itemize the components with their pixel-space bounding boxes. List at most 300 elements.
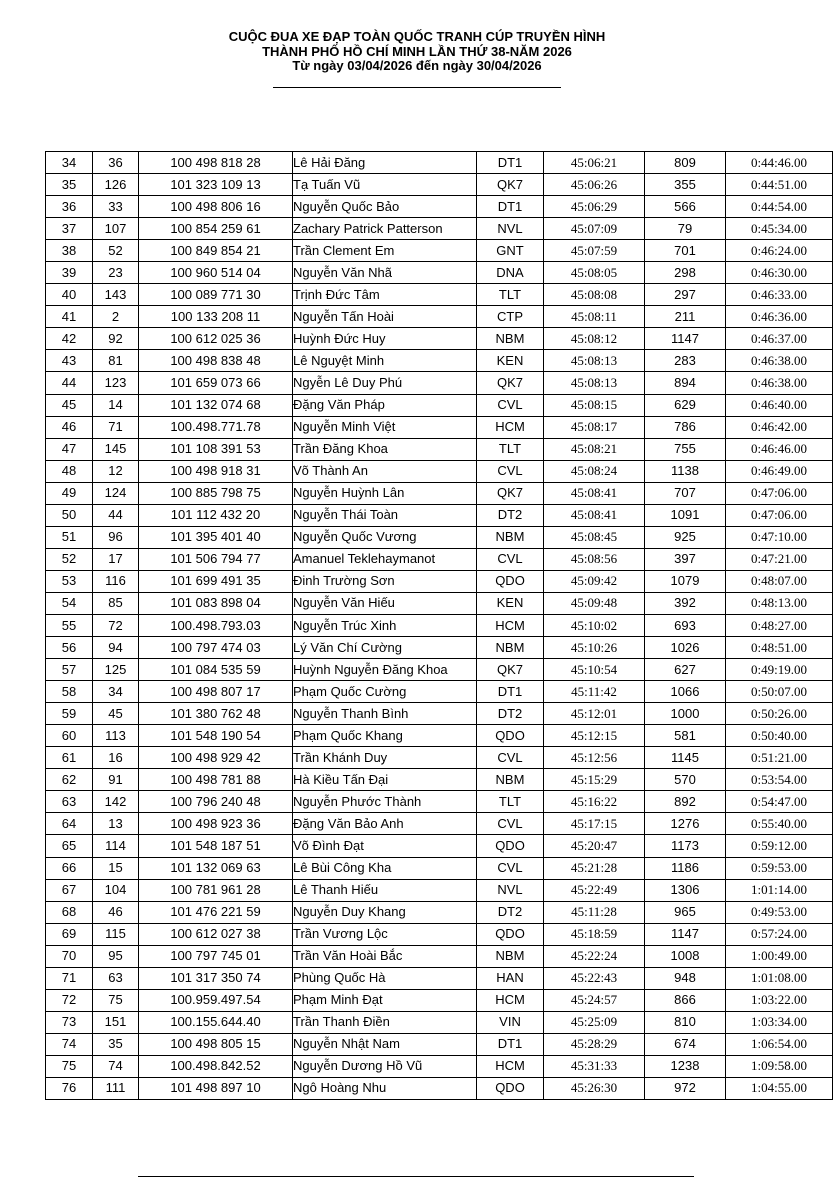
time-cell: 45:08:15 (544, 394, 645, 416)
uci-id-cell: 100.498.842.52 (139, 1055, 293, 1077)
rider-name-cell: Trần Thanh Điền (293, 1011, 477, 1033)
points-cell: 866 (645, 989, 726, 1011)
rider-name-cell: Võ Thành An (293, 460, 477, 482)
uci-id-cell: 100 612 025 36 (139, 328, 293, 350)
rider-name-cell: Huỳnh Nguyễn Đăng Khoa (293, 659, 477, 681)
table-row (46, 1011, 833, 1033)
time-gap-cell: 0:45:34.00 (726, 218, 833, 240)
table-row (46, 725, 833, 747)
rider-name-cell: Ngô Hoàng Nhu (293, 1077, 477, 1099)
table-row (46, 350, 833, 372)
bib-cell: 107 (93, 218, 139, 240)
bib-cell: 12 (93, 460, 139, 482)
table-row (46, 570, 833, 592)
bib-cell: 92 (93, 328, 139, 350)
bib-cell: 13 (93, 813, 139, 835)
time-cell: 45:24:57 (544, 989, 645, 1011)
points-cell: 674 (645, 1033, 726, 1055)
time-gap-cell: 0:53:54.00 (726, 769, 833, 791)
bib-cell: 94 (93, 637, 139, 659)
time-gap-cell: 1:01:14.00 (726, 879, 833, 901)
time-cell: 45:25:09 (544, 1011, 645, 1033)
points-cell: 297 (645, 284, 726, 306)
rider-name-cell: Nguyễn Minh Việt (293, 416, 477, 438)
points-cell: 965 (645, 901, 726, 923)
time-cell: 45:08:41 (544, 504, 645, 526)
rider-name-cell: Tạ Tuấn Vũ (293, 174, 477, 196)
team-code-cell: TLT (477, 438, 544, 460)
table-row (46, 967, 833, 989)
team-code-cell: HCM (477, 614, 544, 636)
time-gap-cell: 0:51:21.00 (726, 747, 833, 769)
rider-name-cell: Trần Khánh Duy (293, 747, 477, 769)
team-code-cell: CVL (477, 747, 544, 769)
uci-id-cell: 101 083 898 04 (139, 592, 293, 614)
team-code-cell: KEN (477, 350, 544, 372)
time-gap-cell: 0:46:38.00 (726, 350, 833, 372)
team-code-cell: CTP (477, 306, 544, 328)
rider-name-cell: Phạm Quốc Cường (293, 681, 477, 703)
points-cell: 1173 (645, 835, 726, 857)
rank-cell: 34 (46, 152, 93, 174)
time-gap-cell: 0:46:24.00 (726, 240, 833, 262)
bib-cell: 75 (93, 989, 139, 1011)
time-gap-cell: 0:46:36.00 (726, 306, 833, 328)
table-row (46, 813, 833, 835)
table-row (46, 394, 833, 416)
bib-cell: 35 (93, 1033, 139, 1055)
bib-cell: 23 (93, 262, 139, 284)
points-cell: 1008 (645, 945, 726, 967)
uci-id-cell: 101 699 491 35 (139, 570, 293, 592)
time-cell: 45:07:09 (544, 218, 645, 240)
rider-name-cell: Hà Kiều Tấn Đại (293, 769, 477, 791)
time-cell: 45:12:01 (544, 703, 645, 725)
table-row (46, 504, 833, 526)
table-row (46, 659, 833, 681)
team-code-cell: DT2 (477, 703, 544, 725)
time-gap-cell: 1:03:34.00 (726, 1011, 833, 1033)
bib-cell: 72 (93, 614, 139, 636)
rank-cell: 52 (46, 548, 93, 570)
time-cell: 45:12:56 (544, 747, 645, 769)
rider-name-cell: Trần Vương Lộc (293, 923, 477, 945)
rank-cell: 44 (46, 372, 93, 394)
rider-name-cell: Amanuel Teklehaymanot (293, 548, 477, 570)
uci-id-cell: 101 084 535 59 (139, 659, 293, 681)
time-gap-cell: 0:47:06.00 (726, 504, 833, 526)
time-gap-cell: 0:46:46.00 (726, 438, 833, 460)
team-code-cell: HCM (477, 989, 544, 1011)
table-row (46, 218, 833, 240)
uci-id-cell: 101 323 109 13 (139, 174, 293, 196)
rider-name-cell: Lê Thanh Hiếu (293, 879, 477, 901)
rider-name-cell: Zachary Patrick Patterson (293, 218, 477, 240)
rider-name-cell: Phạm Quốc Khang (293, 725, 477, 747)
rank-cell: 64 (46, 813, 93, 835)
uci-id-cell: 101 132 074 68 (139, 394, 293, 416)
table-row (46, 703, 833, 725)
team-code-cell: CVL (477, 548, 544, 570)
points-cell: 1238 (645, 1055, 726, 1077)
time-gap-cell: 0:46:40.00 (726, 394, 833, 416)
points-cell: 570 (645, 769, 726, 791)
rider-name-cell: Đinh Trường Sơn (293, 570, 477, 592)
bib-cell: 113 (93, 725, 139, 747)
team-code-cell: TLT (477, 791, 544, 813)
uci-id-cell: 100.959.497.54 (139, 989, 293, 1011)
table-row (46, 460, 833, 482)
points-cell: 1026 (645, 637, 726, 659)
rider-name-cell: Võ Đình Đạt (293, 835, 477, 857)
table-row (46, 284, 833, 306)
team-code-cell: NBM (477, 769, 544, 791)
table-row (46, 372, 833, 394)
table-row (46, 306, 833, 328)
rider-name-cell: Lê Hải Đăng (293, 152, 477, 174)
uci-id-cell: 101 380 762 48 (139, 703, 293, 725)
table-row (46, 879, 833, 901)
team-code-cell: HCM (477, 1055, 544, 1077)
bib-cell: 33 (93, 196, 139, 218)
time-cell: 45:08:21 (544, 438, 645, 460)
table-row (46, 769, 833, 791)
time-cell: 45:08:41 (544, 482, 645, 504)
team-code-cell: DT1 (477, 681, 544, 703)
time-gap-cell: 0:54:47.00 (726, 791, 833, 813)
points-cell: 283 (645, 350, 726, 372)
table-row (46, 1077, 833, 1099)
rider-name-cell: Đặng Văn Pháp (293, 394, 477, 416)
time-cell: 45:10:54 (544, 659, 645, 681)
rank-cell: 36 (46, 196, 93, 218)
time-gap-cell: 0:46:42.00 (726, 416, 833, 438)
bib-cell: 15 (93, 857, 139, 879)
rank-cell: 63 (46, 791, 93, 813)
team-code-cell: HAN (477, 967, 544, 989)
time-cell: 45:09:48 (544, 592, 645, 614)
rider-name-cell: Nguyễn Văn Nhã (293, 262, 477, 284)
points-cell: 892 (645, 791, 726, 813)
time-gap-cell: 0:44:46.00 (726, 152, 833, 174)
results-table (45, 151, 833, 1100)
rank-cell: 55 (46, 614, 93, 636)
rider-name-cell: Trịnh Đức Tâm (293, 284, 477, 306)
uci-id-cell: 100 612 027 38 (139, 923, 293, 945)
uci-id-cell: 100 498 805 15 (139, 1033, 293, 1055)
time-cell: 45:08:12 (544, 328, 645, 350)
rank-cell: 59 (46, 703, 93, 725)
time-cell: 45:08:11 (544, 306, 645, 328)
rank-cell: 38 (46, 240, 93, 262)
bib-cell: 124 (93, 482, 139, 504)
uci-id-cell: 101 317 350 74 (139, 967, 293, 989)
time-cell: 45:21:28 (544, 857, 645, 879)
uci-id-cell: 100 885 798 75 (139, 482, 293, 504)
uci-id-cell: 101 395 401 40 (139, 526, 293, 548)
time-cell: 45:16:22 (544, 791, 645, 813)
table-row (46, 240, 833, 262)
table-row (46, 416, 833, 438)
time-cell: 45:11:42 (544, 681, 645, 703)
time-cell: 45:28:29 (544, 1033, 645, 1055)
points-cell: 1145 (645, 747, 726, 769)
table-row (46, 592, 833, 614)
rank-cell: 70 (46, 945, 93, 967)
table-row (46, 681, 833, 703)
bib-cell: 46 (93, 901, 139, 923)
time-gap-cell: 1:06:54.00 (726, 1033, 833, 1055)
time-gap-cell: 0:48:51.00 (726, 637, 833, 659)
team-code-cell: CVL (477, 813, 544, 835)
bib-cell: 63 (93, 967, 139, 989)
team-code-cell: QDO (477, 1077, 544, 1099)
rank-cell: 48 (46, 460, 93, 482)
bib-cell: 52 (93, 240, 139, 262)
uci-id-cell: 101 498 897 10 (139, 1077, 293, 1099)
time-gap-cell: 0:44:54.00 (726, 196, 833, 218)
points-cell: 627 (645, 659, 726, 681)
time-cell: 45:08:13 (544, 350, 645, 372)
time-cell: 45:10:26 (544, 637, 645, 659)
rank-cell: 41 (46, 306, 93, 328)
table-row (46, 923, 833, 945)
rank-cell: 40 (46, 284, 93, 306)
time-gap-cell: 0:47:06.00 (726, 482, 833, 504)
bib-cell: 16 (93, 747, 139, 769)
bib-cell: 123 (93, 372, 139, 394)
bib-cell: 96 (93, 526, 139, 548)
time-cell: 45:08:17 (544, 416, 645, 438)
time-cell: 45:15:29 (544, 769, 645, 791)
team-code-cell: NBM (477, 328, 544, 350)
points-cell: 397 (645, 548, 726, 570)
rank-cell: 53 (46, 570, 93, 592)
uci-id-cell: 100.498.793.03 (139, 614, 293, 636)
points-cell: 355 (645, 174, 726, 196)
time-gap-cell: 0:47:21.00 (726, 548, 833, 570)
team-code-cell: KEN (477, 592, 544, 614)
time-cell: 45:08:08 (544, 284, 645, 306)
bib-cell: 85 (93, 592, 139, 614)
points-cell: 1306 (645, 879, 726, 901)
time-cell: 45:08:56 (544, 548, 645, 570)
bib-cell: 95 (93, 945, 139, 967)
time-gap-cell: 0:46:49.00 (726, 460, 833, 482)
points-cell: 1066 (645, 681, 726, 703)
table-row (46, 835, 833, 857)
time-gap-cell: 0:50:07.00 (726, 681, 833, 703)
points-cell: 948 (645, 967, 726, 989)
rider-name-cell: Phạm Minh Đạt (293, 989, 477, 1011)
points-cell: 1000 (645, 703, 726, 725)
time-gap-cell: 0:48:13.00 (726, 592, 833, 614)
rank-cell: 56 (46, 637, 93, 659)
bib-cell: 142 (93, 791, 139, 813)
time-gap-cell: 0:55:40.00 (726, 813, 833, 835)
rank-cell: 61 (46, 747, 93, 769)
table-row (46, 1033, 833, 1055)
rank-cell: 49 (46, 482, 93, 504)
table-row (46, 747, 833, 769)
rank-cell: 74 (46, 1033, 93, 1055)
team-code-cell: NBM (477, 945, 544, 967)
time-gap-cell: 0:48:07.00 (726, 570, 833, 592)
time-cell: 45:06:29 (544, 196, 645, 218)
uci-id-cell: 100.155.644.40 (139, 1011, 293, 1033)
rank-cell: 47 (46, 438, 93, 460)
rank-cell: 54 (46, 592, 93, 614)
points-cell: 211 (645, 306, 726, 328)
table-row (46, 526, 833, 548)
rider-name-cell: Phùng Quốc Hà (293, 967, 477, 989)
bib-cell: 116 (93, 570, 139, 592)
time-cell: 45:11:28 (544, 901, 645, 923)
uci-id-cell: 100 133 208 11 (139, 306, 293, 328)
race-dates: Từ ngày 03/04/2026 đến ngày 30/04/2026 (292, 58, 542, 73)
rider-name-cell: Nguyễn Dương Hồ Vũ (293, 1055, 477, 1077)
points-cell: 1091 (645, 504, 726, 526)
points-cell: 809 (645, 152, 726, 174)
time-gap-cell: 0:49:19.00 (726, 659, 833, 681)
table-row (46, 945, 833, 967)
rider-name-cell: Nguyễn Huỳnh Lân (293, 482, 477, 504)
points-cell: 298 (645, 262, 726, 284)
time-gap-cell: 0:59:53.00 (726, 857, 833, 879)
table-row (46, 857, 833, 879)
bib-cell: 45 (93, 703, 139, 725)
uci-id-cell: 101 548 187 51 (139, 835, 293, 857)
points-cell: 810 (645, 1011, 726, 1033)
time-cell: 45:08:45 (544, 526, 645, 548)
uci-id-cell: 100 797 745 01 (139, 945, 293, 967)
rank-cell: 42 (46, 328, 93, 350)
table-row (46, 614, 833, 636)
rank-cell: 58 (46, 681, 93, 703)
time-gap-cell: 1:00:49.00 (726, 945, 833, 967)
rider-name-cell: Ngyễn Lê Duy Phú (293, 372, 477, 394)
time-cell: 45:07:59 (544, 240, 645, 262)
table-row (46, 438, 833, 460)
bib-cell: 125 (93, 659, 139, 681)
team-code-cell: QDO (477, 835, 544, 857)
time-gap-cell: 1:04:55.00 (726, 1077, 833, 1099)
time-cell: 45:08:13 (544, 372, 645, 394)
rider-name-cell: Nguyễn Nhật Nam (293, 1033, 477, 1055)
rider-name-cell: Đặng Văn Bảo Anh (293, 813, 477, 835)
points-cell: 972 (645, 1077, 726, 1099)
team-code-cell: QK7 (477, 372, 544, 394)
uci-id-cell: 101 659 073 66 (139, 372, 293, 394)
team-code-cell: CVL (477, 394, 544, 416)
points-cell: 707 (645, 482, 726, 504)
rank-cell: 67 (46, 879, 93, 901)
rank-cell: 60 (46, 725, 93, 747)
rider-name-cell: Trần Văn Hoài Bắc (293, 945, 477, 967)
table-row (46, 262, 833, 284)
points-cell: 786 (645, 416, 726, 438)
points-cell: 1079 (645, 570, 726, 592)
rank-cell: 75 (46, 1055, 93, 1077)
header-underline (273, 87, 561, 88)
rank-cell: 35 (46, 174, 93, 196)
team-code-cell: QDO (477, 725, 544, 747)
table-row (46, 989, 833, 1011)
points-cell: 581 (645, 725, 726, 747)
time-cell: 45:22:24 (544, 945, 645, 967)
rank-cell: 57 (46, 659, 93, 681)
time-gap-cell: 1:09:58.00 (726, 1055, 833, 1077)
team-code-cell: HCM (477, 416, 544, 438)
bib-cell: 36 (93, 152, 139, 174)
team-code-cell: DT1 (477, 196, 544, 218)
uci-id-cell: 100 849 854 21 (139, 240, 293, 262)
team-code-cell: QK7 (477, 482, 544, 504)
uci-id-cell: 101 132 069 63 (139, 857, 293, 879)
rider-name-cell: Nguyễn Quốc Vương (293, 526, 477, 548)
time-cell: 45:20:47 (544, 835, 645, 857)
uci-id-cell: 100 797 474 03 (139, 637, 293, 659)
team-code-cell: NVL (477, 879, 544, 901)
time-gap-cell: 0:46:33.00 (726, 284, 833, 306)
table-row (46, 482, 833, 504)
points-cell: 1186 (645, 857, 726, 879)
points-cell: 629 (645, 394, 726, 416)
time-gap-cell: 1:03:22.00 (726, 989, 833, 1011)
team-code-cell: QDO (477, 570, 544, 592)
time-cell: 45:17:15 (544, 813, 645, 835)
uci-id-cell: 100 781 961 28 (139, 879, 293, 901)
rank-cell: 43 (46, 350, 93, 372)
team-code-cell: NVL (477, 218, 544, 240)
rider-name-cell: Nguyễn Duy Khang (293, 901, 477, 923)
bib-cell: 145 (93, 438, 139, 460)
time-cell: 45:08:24 (544, 460, 645, 482)
rider-name-cell: Lê Nguyệt Minh (293, 350, 477, 372)
time-gap-cell: 0:48:27.00 (726, 614, 833, 636)
time-gap-cell: 0:50:40.00 (726, 725, 833, 747)
time-cell: 45:31:33 (544, 1055, 645, 1077)
team-code-cell: GNT (477, 240, 544, 262)
bib-cell: 44 (93, 504, 139, 526)
uci-id-cell: 100 498 806 16 (139, 196, 293, 218)
points-cell: 566 (645, 196, 726, 218)
team-code-cell: QDO (477, 923, 544, 945)
time-gap-cell: 0:44:51.00 (726, 174, 833, 196)
rank-cell: 39 (46, 262, 93, 284)
team-code-cell: DT2 (477, 504, 544, 526)
uci-id-cell: 101 506 794 77 (139, 548, 293, 570)
bib-cell: 34 (93, 681, 139, 703)
uci-id-cell: 100 498 807 17 (139, 681, 293, 703)
rider-name-cell: Huỳnh Đức Huy (293, 328, 477, 350)
document-header (0, 30, 834, 88)
uci-id-cell: 100 498 918 31 (139, 460, 293, 482)
uci-id-cell: 100.498.771.78 (139, 416, 293, 438)
bib-cell: 151 (93, 1011, 139, 1033)
bib-cell: 71 (93, 416, 139, 438)
time-cell: 45:06:26 (544, 174, 645, 196)
rider-name-cell: Nguyễn Quốc Bảo (293, 196, 477, 218)
results-body (46, 152, 833, 1100)
uci-id-cell: 100 796 240 48 (139, 791, 293, 813)
uci-id-cell: 100 498 818 28 (139, 152, 293, 174)
rank-cell: 46 (46, 416, 93, 438)
uci-id-cell: 100 089 771 30 (139, 284, 293, 306)
race-subtitle: THÀNH PHỐ HỒ CHÍ MINH LẦN THỨ 38-NĂM 2026 (262, 43, 572, 59)
rank-cell: 68 (46, 901, 93, 923)
bib-cell: 143 (93, 284, 139, 306)
